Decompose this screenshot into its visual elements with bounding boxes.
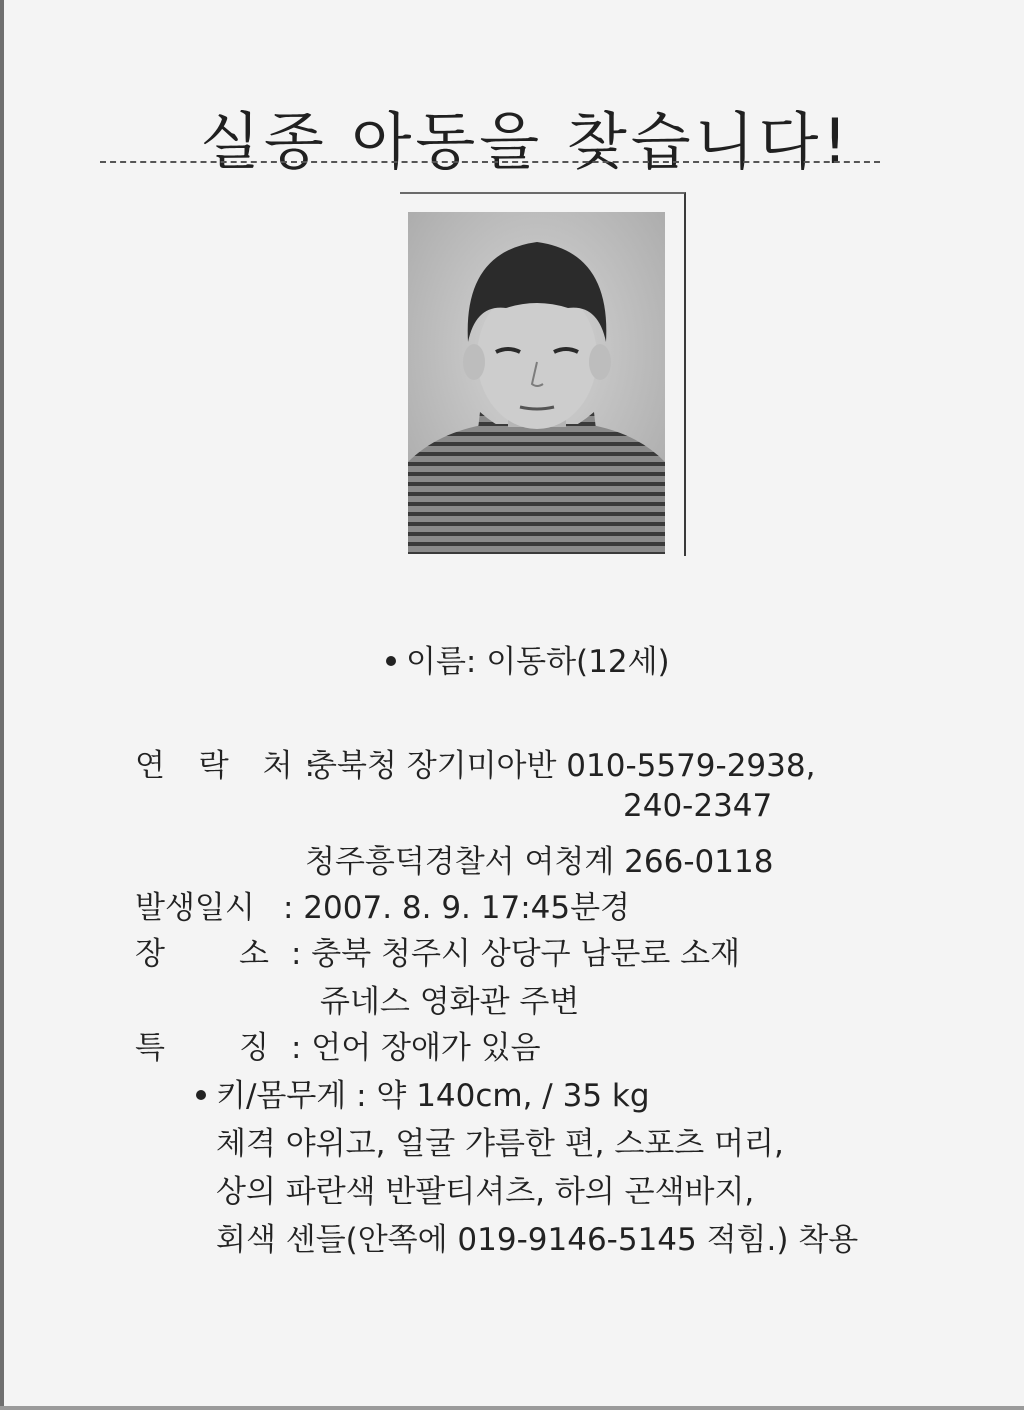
occurred-row bbox=[135, 882, 630, 927]
bullet-icon bbox=[196, 1090, 206, 1100]
features-label-b: 징 bbox=[239, 1030, 269, 1066]
body-label: 키/몸무게 bbox=[216, 1078, 347, 1114]
contact-row bbox=[135, 740, 815, 785]
occurred-label: 발생일시 bbox=[135, 890, 255, 926]
bullet-icon bbox=[386, 656, 396, 666]
child-photo bbox=[408, 212, 665, 554]
name-line bbox=[386, 636, 670, 681]
contact-line-3: 청주흥덕경찰서 여청계 266-0118 bbox=[305, 844, 774, 880]
place-label-a: 장 bbox=[135, 936, 165, 972]
description-line-1: 체격 야위고, 얼굴 갸름한 편, 스포츠 머리, bbox=[216, 1126, 784, 1162]
contact-label: 연 락 처: bbox=[135, 748, 327, 784]
place-value-2: 쥬네스 영화관 주변 bbox=[320, 984, 580, 1020]
place-value-1: : 충북 청주시 상당구 남문로 소재 bbox=[291, 936, 741, 972]
description-line-3: 회색 센들(안쪽에 019-9146-5145 적힘.) 착용 bbox=[216, 1222, 859, 1258]
features-label-a: 특 bbox=[135, 1030, 165, 1066]
name-label: 이름: bbox=[406, 644, 477, 680]
scan-edge-left bbox=[0, 0, 4, 1410]
occurred-value: : 2007. 8. 9. 17:45분경 bbox=[283, 890, 630, 926]
contact-line-2: 240-2347 bbox=[623, 788, 773, 824]
body-value: : 약 140cm, / 35 kg bbox=[356, 1078, 650, 1114]
scan-edge-bottom bbox=[0, 1406, 1024, 1410]
features-value: : 언어 장애가 있음 bbox=[291, 1030, 541, 1066]
place-label-b: 소 bbox=[239, 936, 269, 972]
title-rule bbox=[100, 161, 880, 163]
flyer-title: 실종 아동을 찾습니다! bbox=[200, 105, 852, 178]
description-line-2: 상의 파란색 반팔티셔츠, 하의 곤색바지, bbox=[216, 1174, 755, 1210]
contact-line-1: 충북청 장기미아반 010-5579-2938, bbox=[307, 748, 816, 784]
place-row bbox=[135, 928, 740, 973]
name-value: 이동하(12세) bbox=[486, 644, 670, 680]
features-row bbox=[135, 1022, 541, 1067]
body-row bbox=[196, 1070, 650, 1115]
child-portrait-image bbox=[408, 212, 665, 554]
